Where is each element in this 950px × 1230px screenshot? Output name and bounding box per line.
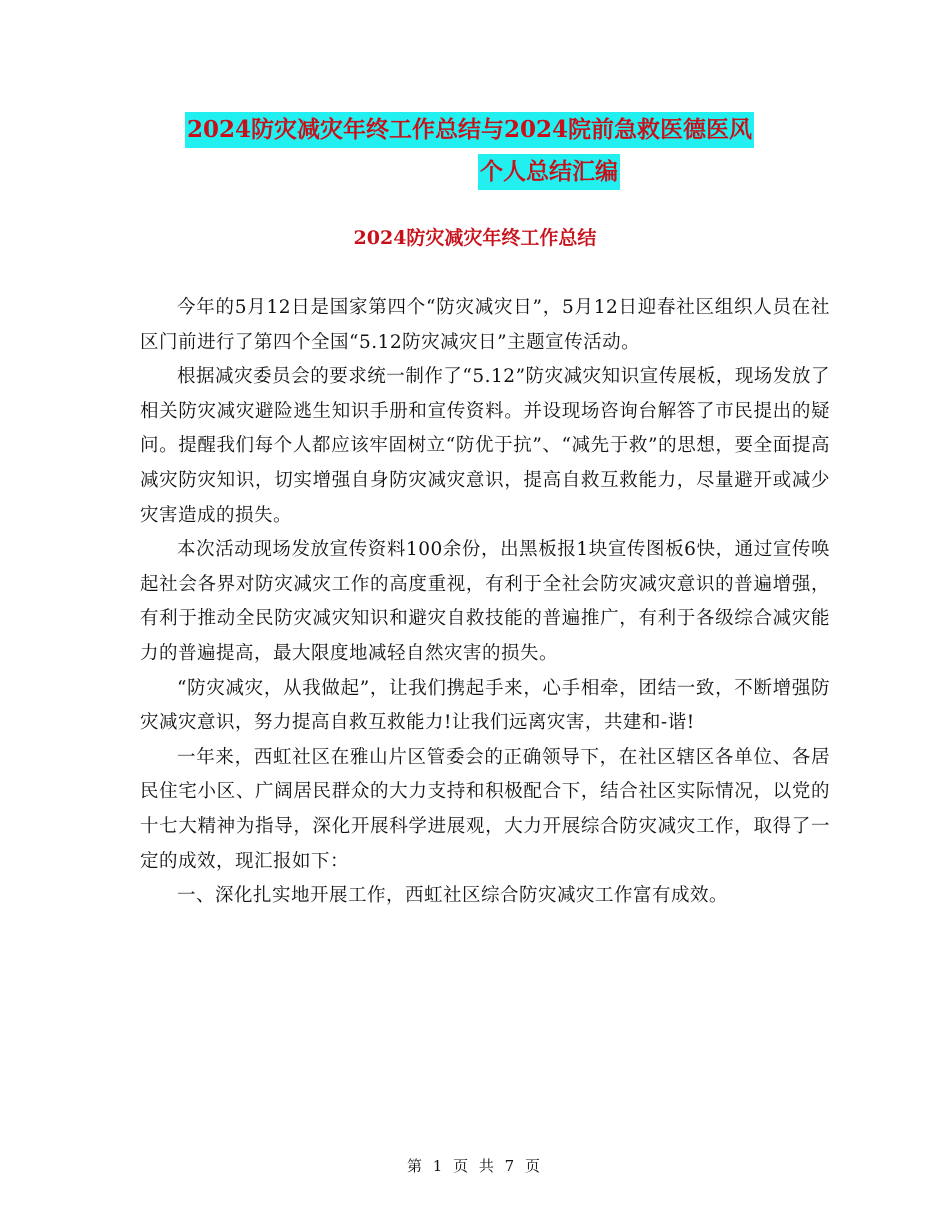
section-heading: 2024防灾减灾年终工作总结 xyxy=(353,227,597,249)
paragraph: 本次活动现场发放宣传资料100余份，出黑板报1块宣传图板6快，通过宣传唤起社会各界对防灾减灾工作的高度重视，有利于全社会防灾减灾意识的普遍增强，有利于推动全民防灾减灾知识和避灾自救技能的普遍推广，有利于各级综合减灾能力的普遍提高，最大限度地减轻自然灾害的损失。 xyxy=(140,539,830,664)
page-number-footer: 第 1 页 共 7 页 xyxy=(407,1157,543,1175)
paragraph: 根据减灾委员会的要求统一制作了“5.12”防灾减灾知识宣传展板，现场发放了相关防灾减灾避险逃生知识手册和宣传资料。并设现场咨询台解答了市民提出的疑问。提醒我们每个人都应该牢固树立“防优于抗”、“减先于救”的思想，要全面提高减灾防灾知识，切实增强自身防灾减灾意识，提高自救互救能力，尽量避开或减少灾害造成的损失。 xyxy=(140,366,830,526)
paragraph: 今年的5月12日是国家第四个“防灾减灾日”，5月12日迎春社区组织人员在社区门前进行了第四个全国“5.12防灾减灾日”主题宣传活动。 xyxy=(140,297,830,353)
title-line-2: 个人总结汇编 xyxy=(478,154,620,190)
document-body xyxy=(140,291,830,914)
paragraph: 一、深化扎实地开展工作，西虹社区综合防灾减灾工作富有成效。 xyxy=(177,885,729,907)
title-line-1: 2024防灾减灾年终工作总结与2024院前急救医德医风 xyxy=(185,112,754,148)
paragraph: 一年来，西虹社区在雅山片区管委会的正确领导下，在社区辖区各单位、各居民住宅小区、广阔居民群众的大力支持和积极配合下，结合社区实际情况，以党的十七大精神为指导，深化开展科学进展观，大力开展综合防灾减灾工作，取得了一定的成效，现汇报如下： xyxy=(140,746,830,872)
paragraph: “防灾减灾，从我做起”，让我们携起手来，心手相牵，团结一致，不断增强防灾减灾意识，努力提高自救互救能力!让我们远离灾害，共建和-谐! xyxy=(140,677,830,734)
